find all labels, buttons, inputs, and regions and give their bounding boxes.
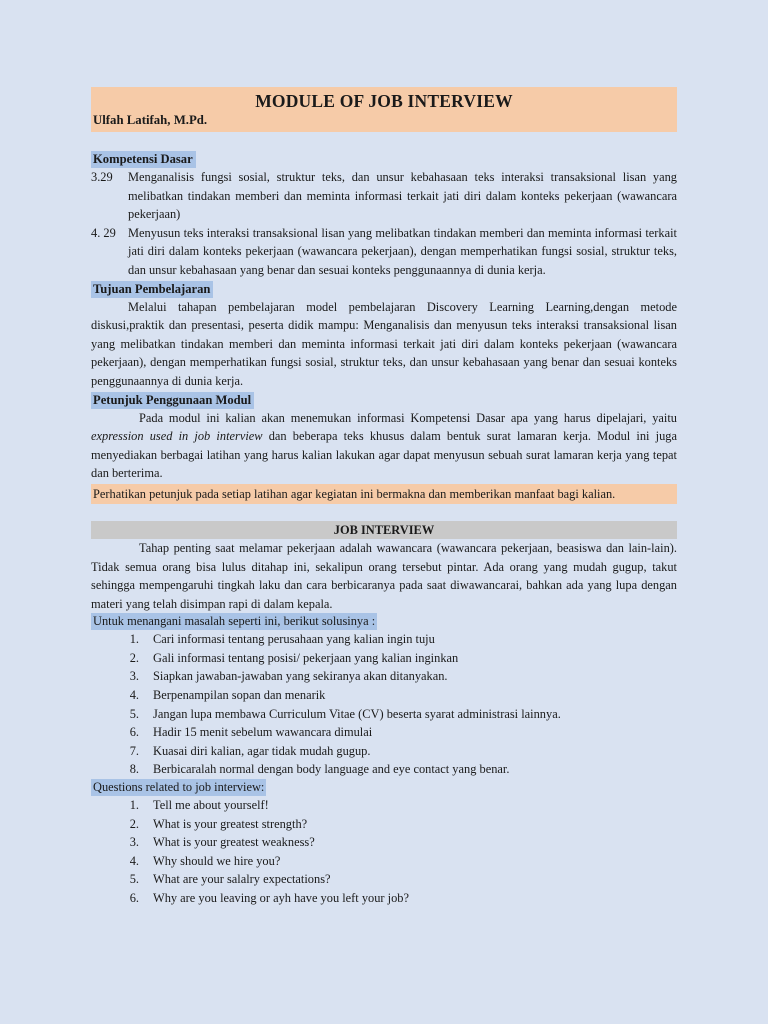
solution-item (91, 649, 677, 668)
solution-item-text: Kuasai diri kalian, agar tidak mudah gugup. (153, 743, 371, 758)
solution-item-text: Jangan lupa membawa Curriculum Vitae (CV) beserta syarat administrasi lainnya. (153, 706, 561, 721)
question-item (91, 870, 677, 889)
solution-item-text: Berpenampilan sopan dan menarik (153, 688, 326, 703)
tujuan-heading: Tujuan Pembelajaran (91, 281, 213, 298)
question-item-text: What is your greatest weakness? (153, 835, 315, 850)
question-item-number: 5. (129, 872, 139, 887)
solution-item-number: 1. (129, 632, 139, 647)
question-item-text: Why are you leaving or ayh have you left your job? (153, 891, 409, 905)
tujuan-paragraph: Melalui tahapan pembelajaran model pembelajaran Discovery Learning Learning,dengan metode diskusi,praktik dan presentasi, peserta didik mampu: Menganalisis dan menyusun teks interaksi transaksional lisan yang melibatkan tindakan memberi dan meminta informasi terkait jati diri dalam konteks pekerjaan (wawancara pekerjaan), dengan memperhatikan fungsi sosial, struktur teks, dan unsur kebahasaan yang benar dan sesuai konteks penggunaannya di dunia kerja. (91, 299, 677, 388)
solution-item-number: 5. (129, 706, 139, 721)
question-item (91, 833, 677, 852)
question-item-number: 2. (129, 816, 139, 831)
solution-item-number: 8. (129, 762, 139, 777)
solution-item (91, 760, 677, 779)
kompetensi-item (91, 168, 677, 224)
question-item-text: Why should we hire you? (153, 853, 281, 868)
kompetensi-item-text: Menganalisis fungsi sosial, struktur teks, dan unsur kebahasaan teks interaksi transaksional lisan yang melibatkan tindakan memberi dan meminta informasi terkait jati diri dalam konteks pekerjaan (wawancara pekerjaan) (128, 170, 677, 222)
document-title: MODULE OF JOB INTERVIEW (255, 91, 513, 111)
kompetensi-item-number: 3.29 (91, 170, 113, 184)
solution-item (91, 667, 677, 686)
kompetensi-item-number: 4. 29 (91, 225, 116, 240)
solution-heading: Untuk menangani masalah seperti ini, berikut solusinya : (93, 614, 376, 629)
petunjuk-text-before: Pada modul ini kalian akan menemukan informasi Kompetensi Dasar apa yang harus dipelajari, yaitu (139, 410, 677, 425)
petunjuk-text-after: dan beberapa teks khusus dalam bentuk surat lamaran kerja. Modul ini juga menyediakan berbagai latihan yang harus kalian lakukan agar dapat menyusun sebuah surat lamaran kerja yang tepat dan berterima. (91, 429, 677, 481)
question-item-number: 4. (129, 853, 139, 868)
solution-item-text: Berbicaralah normal dengan body language and eye contact yang benar. (153, 762, 510, 777)
question-item-number: 6. (129, 891, 139, 905)
solution-item (91, 705, 677, 724)
questions-heading: Questions related to job interview: (93, 780, 265, 795)
question-item-text: What are your salalry expectations? (153, 872, 331, 887)
question-item (91, 815, 677, 834)
kompetensi-heading: Kompetensi Dasar (91, 151, 196, 168)
job-interview-heading: JOB INTERVIEW (91, 521, 677, 539)
solution-item-text: Hadir 15 menit sebelum wawancara dimulai (153, 725, 373, 740)
solution-item-number: 3. (129, 669, 139, 684)
solution-item (91, 630, 677, 649)
question-item-text: Tell me about yourself! (153, 798, 269, 813)
tujuan-section (91, 281, 677, 391)
document-page (91, 87, 677, 908)
author-name: Ulfah Latifah, M.Pd. (93, 113, 208, 127)
question-item (91, 852, 677, 871)
petunjuk-section (91, 392, 677, 504)
solution-item (91, 742, 677, 761)
question-item-number: 3. (129, 835, 139, 850)
questions-list (91, 796, 677, 908)
kompetensi-item-text: Menyusun teks interaksi transaksional lisan yang melibatkan tindakan memberi dan meminta informasi terkait jati diri dalam konteks pekerjaan (wawancara pekerjaan), dengan memperhatikan fungsi sosial, struktur teks, dan unsur kebahasaan yang benar dan sesuai konteks penggunaannya di dunia kerja. (128, 225, 677, 277)
solution-item-text: Siapkan jawaban-jawaban yang sekiranya akan ditanyakan. (153, 669, 448, 684)
question-item-number: 1. (129, 798, 139, 813)
solution-item-text: Gali informasi tentang posisi/ pekerjaan yang kalian inginkan (153, 650, 459, 665)
petunjuk-note: Perhatikan petunjuk pada setiap latihan agar kegiatan ini bermakna dan memberikan manfaat bagi kalian. (91, 484, 677, 504)
petunjuk-heading: Petunjuk Penggunaan Modul (91, 392, 254, 409)
kompetensi-section (91, 151, 677, 280)
petunjuk-text-italic: expression used in job interview (91, 429, 263, 444)
job-interview-section (91, 521, 677, 908)
solution-item (91, 686, 677, 705)
solution-item-text: Cari informasi tentang perusahaan yang kalian ingin tuju (153, 632, 435, 647)
job-interview-intro: Tahap penting saat melamar pekerjaan adalah wawancara (wawancara pekerjaan, beasiswa dan lain-lain). Tidak semua orang bisa lulus ditahap ini, sekalipun orang tersebut pintar. Ada orang yang mudah gugup, takut sehingga mempengaruhi tingkah laku dan cara berbicaranya pada saat diwawancarai, bahkan ada yang lupa dengan materi yang telah disimpan rapi di dalam kepala. (91, 540, 677, 611)
petunjuk-paragraph (91, 409, 677, 483)
kompetensi-item (91, 224, 677, 280)
question-item (91, 796, 677, 815)
question-item (91, 889, 677, 908)
solution-list (91, 630, 677, 779)
solution-item-number: 4. (129, 688, 139, 703)
solution-item (91, 723, 677, 742)
solution-item-number: 2. (129, 650, 139, 665)
title-banner (91, 87, 677, 132)
solution-item-number: 7. (129, 743, 139, 758)
solution-item-number: 6. (129, 725, 139, 740)
question-item-text: What is your greatest strength? (153, 816, 308, 831)
